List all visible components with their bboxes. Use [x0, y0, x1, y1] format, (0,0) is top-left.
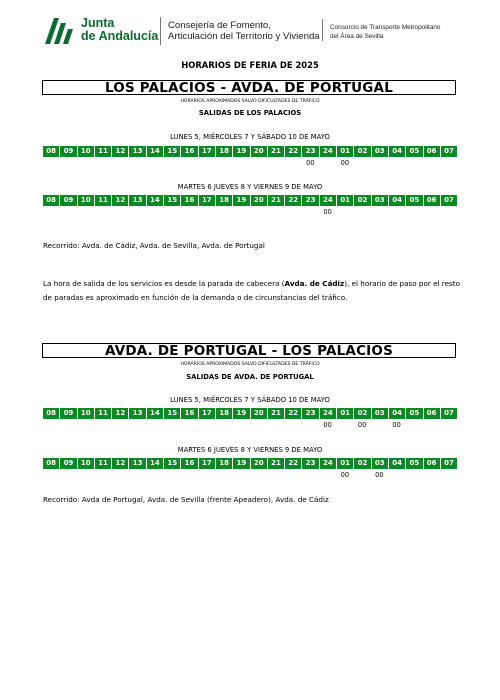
hour-cell: 24	[320, 408, 337, 419]
departure-cell	[250, 208, 267, 217]
departure-row	[43, 471, 457, 480]
hour-cell: 19	[233, 458, 250, 469]
hour-cell: 06	[424, 408, 441, 419]
hour-cell: 19	[233, 195, 250, 206]
consorcio-line-2: del Área de Sevilla	[330, 32, 384, 40]
hour-cell: 01	[337, 458, 354, 469]
route-title: LOS PALACIOS - AVDA. DE PORTUGAL	[42, 80, 456, 95]
hour-cell: 11	[95, 408, 112, 419]
departure-cell	[164, 208, 181, 217]
hour-cell: 20	[251, 195, 268, 206]
hour-cell: 06	[424, 146, 441, 157]
hour-cell: 01	[337, 195, 354, 206]
departure-cell	[147, 471, 164, 480]
departure-cell	[302, 421, 319, 430]
departure-cell	[60, 421, 77, 430]
departure-cell	[285, 159, 302, 168]
departure-cell	[250, 421, 267, 430]
departure-cell	[405, 421, 422, 430]
departure-cell	[95, 421, 112, 430]
hour-cell: 09	[60, 195, 77, 206]
hour-cell: 24	[320, 458, 337, 469]
hour-cell: 02	[354, 458, 371, 469]
hour-cell: 07	[441, 195, 457, 206]
departure-cell: 00	[323, 208, 332, 216]
departure-cell	[129, 421, 146, 430]
document-title: HORARIOS DE FERIA DE 2025	[181, 60, 319, 70]
hour-strip	[43, 458, 457, 469]
hour-cell: 12	[112, 195, 129, 206]
departure-row	[43, 421, 457, 430]
departure-cell: 00	[323, 421, 332, 429]
hour-cell: 18	[216, 408, 233, 419]
hour-strip	[43, 195, 457, 206]
hour-strip	[43, 408, 457, 419]
hour-cell: 08	[43, 195, 60, 206]
hour-cell: 02	[354, 146, 371, 157]
departure-cell	[423, 208, 440, 217]
hour-cell: 09	[60, 408, 77, 419]
departure-cell	[354, 159, 371, 168]
hour-cell: 12	[112, 146, 129, 157]
hour-cell: 18	[216, 146, 233, 157]
departure-cell	[129, 208, 146, 217]
hour-cell: 22	[285, 146, 302, 157]
hour-cell: 08	[43, 458, 60, 469]
junta-logo-icon	[42, 16, 76, 46]
departure-cell	[336, 421, 353, 430]
departure-cell	[285, 421, 302, 430]
departure-cell	[43, 471, 60, 480]
hour-cell: 13	[129, 146, 146, 157]
departure-cell	[147, 208, 164, 217]
departure-cell	[78, 208, 95, 217]
hour-cell: 22	[285, 458, 302, 469]
departure-cell: 00	[340, 159, 350, 167]
departure-cell	[181, 159, 198, 168]
junta-logo-text	[81, 17, 158, 43]
departure-cell	[216, 208, 233, 217]
route-subtitle: SALIDAS DE AVDA. DE PORTUGAL	[186, 373, 314, 381]
departure-cell	[405, 159, 422, 168]
hour-cell: 07	[441, 408, 457, 419]
departure-cell	[181, 471, 198, 480]
hour-cell: 23	[302, 195, 319, 206]
departure-cell	[95, 159, 112, 168]
departure-cell	[440, 471, 457, 480]
departure-cell	[78, 471, 95, 480]
hour-cell: 04	[389, 458, 406, 469]
departure-cell	[319, 159, 336, 168]
departure-cell	[388, 159, 405, 168]
departure-cell	[388, 208, 405, 217]
hour-cell: 12	[112, 458, 129, 469]
departure-cell	[267, 471, 284, 480]
departure-cell	[78, 421, 95, 430]
hour-cell: 18	[216, 195, 233, 206]
consejeria-label	[168, 20, 320, 42]
hour-cell: 04	[389, 146, 406, 157]
hour-cell: 21	[268, 408, 285, 419]
departure-cell	[302, 471, 319, 480]
departure-cell	[336, 208, 353, 217]
hour-cell: 23	[302, 146, 319, 157]
hour-cell: 20	[251, 458, 268, 469]
hour-cell: 22	[285, 408, 302, 419]
departure-cell	[233, 208, 250, 217]
hour-cell: 22	[285, 195, 302, 206]
departure-cell: 00	[340, 471, 350, 479]
hour-cell: 09	[60, 458, 77, 469]
hour-cell: 21	[268, 195, 285, 206]
hour-cell: 14	[147, 146, 164, 157]
hour-cell: 18	[216, 458, 233, 469]
departure-cell	[60, 471, 77, 480]
departure-cell	[233, 471, 250, 480]
hour-cell: 01	[337, 408, 354, 419]
departure-cell	[198, 471, 215, 480]
hour-cell: 10	[78, 458, 95, 469]
route-note: HORARIOS APROXIMADOS SALVO DIFICULTADES DE TRÁFICO	[180, 362, 320, 367]
hour-cell: 08	[43, 408, 60, 419]
departure-cell	[440, 159, 457, 168]
departure-cell	[112, 471, 129, 480]
hour-cell: 11	[95, 458, 112, 469]
route-path: Recorrido: Avda. de Cádiz, Avda. de Sevilla, Avda. de Portugal	[43, 241, 265, 250]
hour-cell: 09	[60, 146, 77, 157]
hour-cell: 20	[251, 408, 268, 419]
hour-cell: 20	[251, 146, 268, 157]
logo-line-2: de Andalucía	[81, 29, 159, 43]
route-subtitle: SALIDAS DE LOS PALACIOS	[198, 109, 302, 117]
hour-cell: 19	[233, 408, 250, 419]
departure-cell: 00	[375, 471, 384, 479]
hour-cell: 10	[78, 195, 95, 206]
logo-line-1: Junta	[81, 16, 115, 30]
hour-cell: 04	[389, 195, 406, 206]
hour-cell: 13	[129, 408, 146, 419]
hour-cell: 11	[95, 195, 112, 206]
consejeria-line-1: Consejería de Fomento,	[168, 20, 271, 31]
departure-cell	[285, 208, 302, 217]
departure-cell	[78, 159, 95, 168]
departure-cell	[112, 159, 129, 168]
departure-cell	[60, 208, 77, 217]
hour-cell: 23	[302, 408, 319, 419]
info-text-post: ), el horario de paso por el resto de paradas es aproximado en función de la demanda o de circunstancias del tráfico.	[43, 279, 460, 302]
hour-cell: 17	[199, 458, 216, 469]
schedule-days: LUNES 5, MIÉRCOLES 7 Y SÁBADO 10 DE MAYO	[170, 133, 330, 141]
departure-cell	[112, 208, 129, 217]
route-title: AVDA. DE PORTUGAL - LOS PALACIOS	[42, 343, 456, 358]
departure-cell: 00	[357, 421, 367, 429]
departure-cell	[198, 421, 215, 430]
departure-cell	[233, 159, 250, 168]
departure-cell	[95, 208, 112, 217]
hour-cell: 16	[181, 458, 198, 469]
hour-cell: 06	[424, 458, 441, 469]
hour-cell: 11	[95, 146, 112, 157]
hour-cell: 03	[372, 195, 389, 206]
hour-cell: 12	[112, 408, 129, 419]
hour-cell: 13	[129, 458, 146, 469]
hour-cell: 04	[389, 408, 406, 419]
hour-cell: 10	[78, 408, 95, 419]
info-text-pre: La hora de salida de los servicios es desde la parada de cabecera (	[43, 279, 285, 288]
hour-cell: 05	[406, 146, 423, 157]
departure-cell	[164, 159, 181, 168]
departure-cell	[423, 471, 440, 480]
departure-cell	[147, 421, 164, 430]
departure-cell	[302, 208, 319, 217]
departure-cell	[43, 159, 60, 168]
departure-row	[43, 208, 457, 217]
departure-cell	[267, 421, 284, 430]
hour-cell: 16	[181, 195, 198, 206]
departure-cell	[285, 471, 302, 480]
schedule-days: MARTES 6 JUEVES 8 Y VIERNES 9 DE MAYO	[177, 446, 323, 454]
departure-cell	[181, 421, 198, 430]
hour-cell: 23	[302, 458, 319, 469]
route-note: HORARIOS APROXIMADOS SALVO DIFICULTADES DE TRÁFICO	[180, 99, 320, 104]
route-path: Recorrido: Avda de Portugal, Avda. de Sevilla (frente Apeadero), Avda. de Cádiz	[43, 495, 329, 504]
departure-cell	[129, 471, 146, 480]
hour-cell: 03	[372, 458, 389, 469]
departure-cell	[198, 208, 215, 217]
departure-cell	[95, 471, 112, 480]
hour-cell: 24	[320, 146, 337, 157]
consejeria-line-2: Articulación del Territorio y Vivienda	[168, 31, 320, 42]
departure-cell	[60, 159, 77, 168]
hour-cell: 24	[320, 195, 337, 206]
hour-cell: 02	[354, 195, 371, 206]
departure-cell	[405, 208, 422, 217]
departure-cell	[267, 208, 284, 217]
hour-cell: 16	[181, 408, 198, 419]
departure-cell	[233, 421, 250, 430]
schedule-days: LUNES 5, MIÉRCOLES 7 Y SÁBADO 10 DE MAYO	[170, 396, 330, 404]
consorcio-line-1: Consorcio de Transporte Metropolitano	[330, 24, 441, 31]
departure-cell	[371, 159, 388, 168]
departure-cell	[216, 159, 233, 168]
hour-cell: 05	[406, 408, 423, 419]
departure-cell	[371, 208, 388, 217]
departure-cell	[405, 471, 422, 480]
departure-cell	[216, 421, 233, 430]
schedule-days: MARTES 6 JUEVES 8 Y VIERNES 9 DE MAYO	[177, 183, 323, 191]
departure-cell	[250, 159, 267, 168]
hour-cell: 03	[372, 146, 389, 157]
departure-cell	[43, 208, 60, 217]
hour-cell: 07	[441, 146, 457, 157]
hour-cell: 01	[337, 146, 354, 157]
departure-cell	[198, 159, 215, 168]
header-divider	[160, 17, 161, 45]
departure-cell	[440, 421, 457, 430]
departure-cell	[423, 421, 440, 430]
hour-cell: 10	[78, 146, 95, 157]
hour-cell: 21	[268, 458, 285, 469]
hour-cell: 08	[43, 146, 60, 157]
hour-cell: 06	[424, 195, 441, 206]
hour-cell: 15	[164, 146, 181, 157]
hour-cell: 13	[129, 195, 146, 206]
departure-cell	[354, 471, 371, 480]
departure-cell	[216, 471, 233, 480]
departure-cell: 00	[306, 159, 315, 167]
hour-cell: 17	[199, 146, 216, 157]
hour-cell: 15	[164, 408, 181, 419]
info-text-bold: Avda. de Cádiz	[284, 279, 345, 288]
hour-cell: 14	[147, 195, 164, 206]
departure-cell	[181, 208, 198, 217]
hour-cell: 15	[164, 195, 181, 206]
departure-cell	[164, 471, 181, 480]
departure-cell	[129, 159, 146, 168]
departure-cell	[371, 421, 388, 430]
hour-cell: 16	[181, 146, 198, 157]
departure-cell	[147, 159, 164, 168]
hour-cell: 17	[199, 195, 216, 206]
hour-cell: 17	[199, 408, 216, 419]
hour-cell: 03	[372, 408, 389, 419]
departure-cell	[112, 421, 129, 430]
departure-cell	[267, 159, 284, 168]
hour-cell: 19	[233, 146, 250, 157]
departure-cell	[354, 208, 371, 217]
hour-strip	[43, 146, 457, 157]
departure-cell: 00	[392, 421, 401, 429]
hour-cell: 05	[406, 458, 423, 469]
info-paragraph	[43, 277, 463, 305]
hour-cell: 14	[147, 408, 164, 419]
hour-cell: 07	[441, 458, 457, 469]
consorcio-label	[330, 24, 440, 41]
departure-cell	[164, 421, 181, 430]
header-divider	[322, 19, 323, 41]
departure-cell	[423, 159, 440, 168]
hour-cell: 05	[406, 195, 423, 206]
departure-row	[43, 159, 457, 168]
departure-cell	[250, 471, 267, 480]
departure-cell	[388, 471, 405, 480]
hour-cell: 21	[268, 146, 285, 157]
hour-cell: 14	[147, 458, 164, 469]
departure-cell	[440, 208, 457, 217]
hour-cell: 15	[164, 458, 181, 469]
departure-cell	[319, 471, 336, 480]
hour-cell: 02	[354, 408, 371, 419]
departure-cell	[43, 421, 60, 430]
